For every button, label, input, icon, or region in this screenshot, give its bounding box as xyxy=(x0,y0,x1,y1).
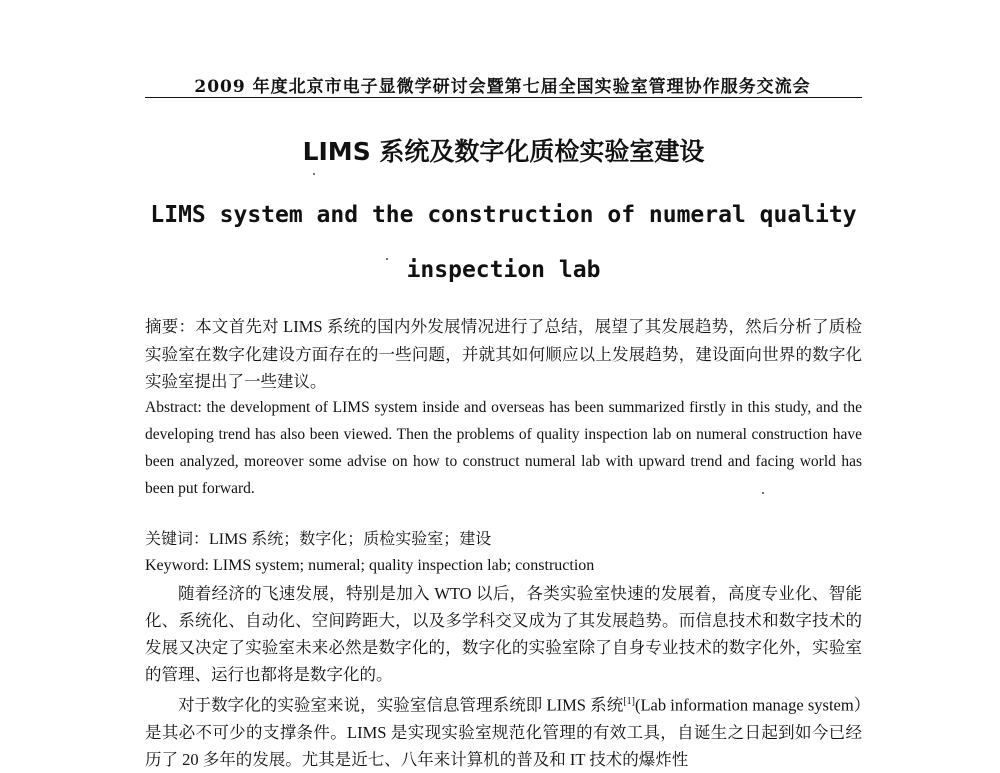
abstract-english: Abstract: the development of LIMS system inside and overseas has been summarized firstly in this study, and the developing trend has also been viewed. Then the problems of quality inspection lab on numeral construction have been analyzed, moreover some advise on how to construct numeral lab with upward trend and facing world has been put forward. xyxy=(145,399,862,497)
running-header: 2009 年度北京市电子显微学研讨会暨第七届全国实验室管理协作服务交流会 xyxy=(194,77,811,97)
scan-speck xyxy=(313,173,315,175)
scan-speck xyxy=(762,492,764,494)
scan-speck xyxy=(386,258,388,260)
header-rule xyxy=(145,97,862,98)
title-english: LIMS system and the construction of numeral quality inspection lab xyxy=(150,202,857,283)
title-chinese: LIMS 系统及数字化质检实验室建设 xyxy=(302,137,705,166)
keywords-chinese: 关键词：LIMS 系统；数字化；质检实验室；建设 xyxy=(145,531,492,548)
body-paragraph-2-text-cont: (Lab information manage system）是其必不可少的支撑条件。LIMS 是实现实验室规范化管理的有效工具，自诞生之日起到如今已经历了 20 多年的发展。尤其是近七、八年来计算机的普及和 IT 技术的爆炸性 xyxy=(145,695,863,769)
citation-ref: [1] xyxy=(623,696,635,707)
body-paragraph-1: 随着经济的飞速发展，特别是加入 WTO 以后，各类实验室快速的发展着，高度专业化、智能化、系统化、自动化、空间跨距大，以及多学科交叉成为了其发展趋势。而信息技术和数字技术的发展又决定了实验室未来必然是数字化的，数字化的实验室除了自身专业技术的数字化外，实验室的管理、运行也都将是数字化的。 xyxy=(145,584,862,684)
body-paragraph-2-text: 对于数字化的实验室来说，实验室信息管理系统即 LIMS 系统 xyxy=(178,695,624,715)
abstract-chinese: 摘要：本文首先对 LIMS 系统的国内外发展情况进行了总结，展望了其发展趋势，然后分析了质检实验室在数字化建设方面存在的一些问题，并就其如何顺应以上发展趋势，建设面向世界的数字化实验室提出了一些建议。 xyxy=(145,317,862,391)
keywords-english: Keyword: LIMS system; numeral; quality inspection lab; construction xyxy=(145,557,595,574)
